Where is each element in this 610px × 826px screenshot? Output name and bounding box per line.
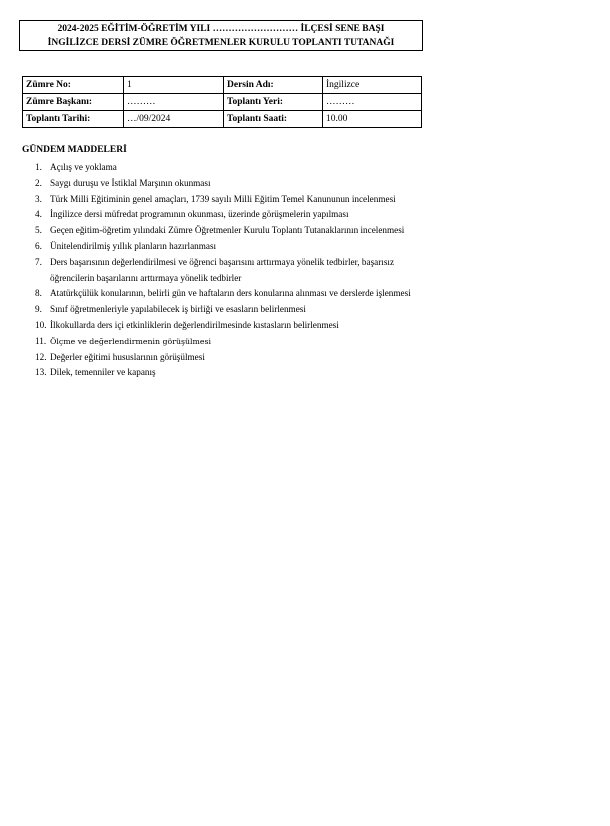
- info-label: Toplantı Saati:: [224, 111, 323, 128]
- agenda-number: 6.: [35, 240, 42, 251]
- title-line-2: İNGİLİZCE DERSİ ZÜMRE ÖĞRETMENLER KURULU TOPLANTI TUTANAĞI: [47, 38, 395, 48]
- agenda-text: Dilek, temenniler ve kapanış: [50, 367, 156, 378]
- agenda-item: [35, 160, 425, 176]
- document-title-box: [19, 20, 423, 51]
- agenda-text: İlkokullarda ders içi etkinliklerin değerlendirilmesinde kıstasların belirlenmesi: [50, 319, 339, 330]
- agenda-number: 1.: [35, 162, 42, 172]
- agenda-text: Sınıf öğretmenleriyle yapılabilecek iş birliği ve esasların belirlenmesi: [50, 304, 306, 315]
- info-value: İngilizce: [323, 77, 422, 94]
- agenda-number: 7.: [35, 256, 42, 267]
- title-line-1: 2024-2025 EĞİTİM-ÖĞRETİM YILI ……………………… İLÇESİ SENE BAŞI: [57, 24, 385, 34]
- agenda-item: [35, 223, 425, 239]
- agenda-number: 2.: [35, 177, 42, 188]
- agenda-number: 11.: [35, 335, 47, 346]
- agenda-item: [35, 176, 425, 192]
- info-value: ………: [124, 94, 224, 111]
- agenda-text: Ölçme ve değerlendirmenin görüşülmesi: [50, 336, 211, 346]
- info-label: Toplantı Yeri:: [224, 94, 323, 111]
- info-label: Dersin Adı:: [224, 77, 323, 94]
- agenda-number: 10.: [35, 319, 47, 330]
- agenda-item: [35, 365, 425, 381]
- agenda-title: GÜNDEM MADDELERİ: [22, 145, 127, 155]
- agenda-text: Değerler eğitimi hususlarının görüşülmesi: [50, 351, 205, 362]
- agenda-text: Ünitelendirilmiş yıllık planların hazırlanması: [50, 240, 217, 251]
- agenda-item: [35, 350, 425, 366]
- info-row: [23, 77, 422, 94]
- agenda-text: Saygı duruşu ve İstiklal Marşının okunması: [50, 177, 211, 188]
- info-value: 10.00: [323, 111, 422, 128]
- info-label: Toplantı Tarihi:: [23, 111, 124, 128]
- agenda-text: Açılış ve yoklama: [50, 162, 117, 172]
- agenda-number: 8.: [35, 288, 42, 299]
- agenda-item: [35, 207, 425, 223]
- agenda-item: [35, 192, 425, 208]
- agenda-number: 4.: [35, 209, 42, 220]
- info-value: ………: [323, 94, 422, 111]
- info-row: [23, 111, 422, 128]
- meeting-info-table: [22, 76, 422, 128]
- info-value: …/09/2024: [124, 111, 224, 128]
- agenda-number: 3.: [35, 193, 42, 204]
- agenda-item: [35, 318, 425, 334]
- agenda-number: 9.: [35, 304, 42, 315]
- agenda-text: Atatürkçülük konularının, belirli gün ve haftaların ders konularına alınması ve derslerde işlenmesi: [50, 288, 411, 299]
- agenda-item: [35, 239, 425, 255]
- agenda-number: 5.: [35, 225, 42, 236]
- agenda-item: [35, 255, 425, 287]
- agenda-number: 12.: [35, 351, 47, 362]
- agenda-number: 13.: [35, 367, 47, 378]
- agenda-text: Geçen eğitim-öğretim yılındaki Zümre Öğretmenler Kurulu Toplantı Tutanaklarının incelenmesi: [50, 225, 405, 236]
- agenda-item: [35, 302, 425, 318]
- agenda-text: İngilizce dersi müfredat programının okunması, üzerinde görüşmelerin yapılması: [50, 209, 349, 220]
- info-label: Zümre Başkanı:: [23, 94, 124, 111]
- info-value: 1: [124, 77, 224, 94]
- agenda-item: [35, 334, 425, 350]
- agenda-text: Türk Milli Eğitiminin genel amaçları, 1739 sayılı Milli Eğitim Temel Kanununun incelenmesi: [50, 193, 396, 204]
- agenda-item: [35, 286, 425, 302]
- info-row: [23, 94, 422, 111]
- info-label: Zümre No:: [23, 77, 124, 94]
- agenda-list: [35, 160, 425, 381]
- agenda-text: Ders başarısının değerlendirilmesi ve öğrenci başarısını arttırmaya yönelik tedbirler, başarısız öğrencilerin başarılarını arttırmaya yönelik tedbirler: [50, 256, 395, 283]
